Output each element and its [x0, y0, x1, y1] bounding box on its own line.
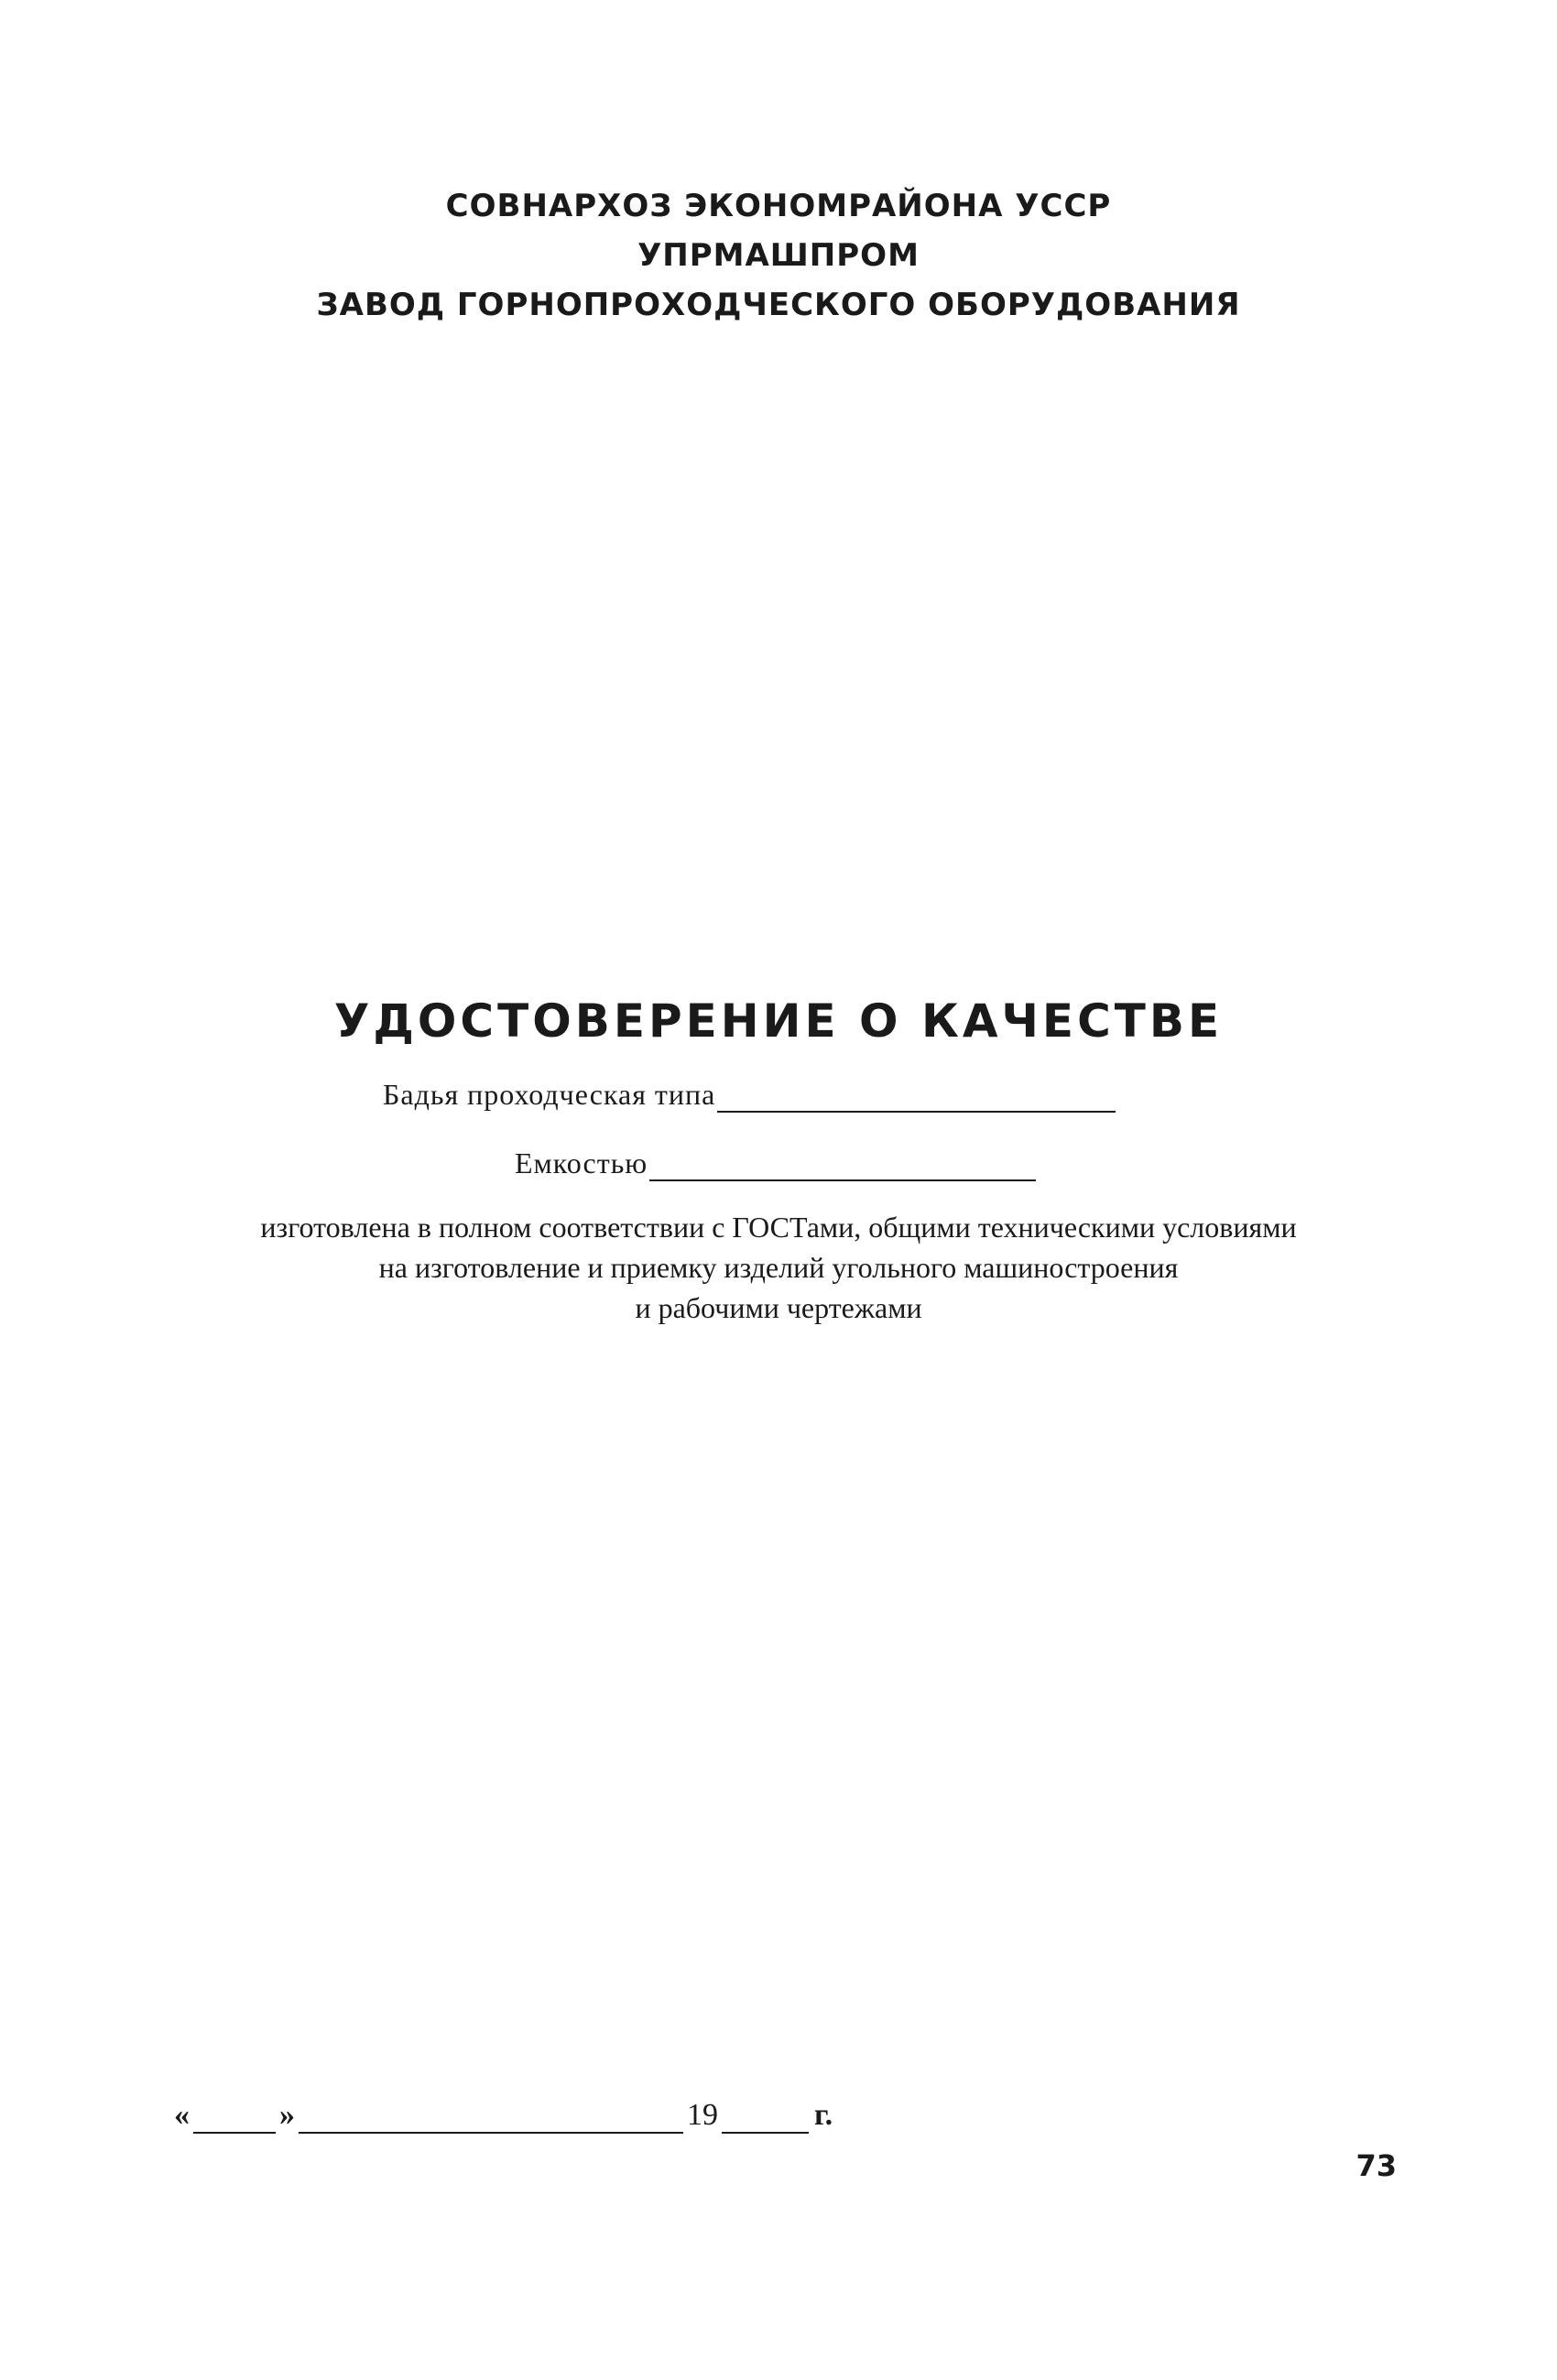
type-field-blank[interactable]: [717, 1083, 1116, 1113]
capacity-field-row: [515, 1145, 1036, 1181]
type-field-label: Бадья проходческая типа: [383, 1078, 716, 1111]
certificate-title: УДОСТОВЕРЕНИЕ О КАЧЕСТВЕ: [333, 994, 1224, 1048]
compliance-line-2: на изготовление и приемку изделий угольного машиностроения: [378, 1251, 1179, 1284]
header-factory: ЗАВОД ГОРНОПРОХОДЧЕСКОГО ОБОРУДОВАНИЯ: [316, 287, 1241, 323]
header-organization: СОВНАРХОЗ ЭКОНОМРАЙОНА УССР: [445, 188, 1112, 224]
capacity-field-label: Емкостью: [515, 1147, 648, 1179]
date-open-quote: «: [174, 2098, 190, 2132]
type-field-row: [383, 1076, 1116, 1113]
page-number: 73: [1356, 2148, 1397, 2183]
date-year-blank[interactable]: [722, 2104, 809, 2134]
compliance-statement: [0, 1207, 1557, 1328]
date-month-blank[interactable]: [299, 2104, 683, 2134]
compliance-line-3: и рабочими чертежами: [635, 1291, 922, 1324]
date-close-quote: »: [279, 2098, 295, 2132]
capacity-field-blank[interactable]: [649, 1152, 1036, 1181]
date-century: 19: [687, 2098, 718, 2132]
header-department: УПРМАШПРОМ: [637, 237, 920, 274]
date-day-blank[interactable]: [193, 2104, 276, 2134]
date-line: [174, 2097, 833, 2134]
compliance-line-1: изготовлена в полном соответствии с ГОСТами, общими техническими условиями: [260, 1211, 1297, 1244]
document-header: [0, 181, 1557, 330]
date-year-suffix: г.: [814, 2098, 833, 2132]
